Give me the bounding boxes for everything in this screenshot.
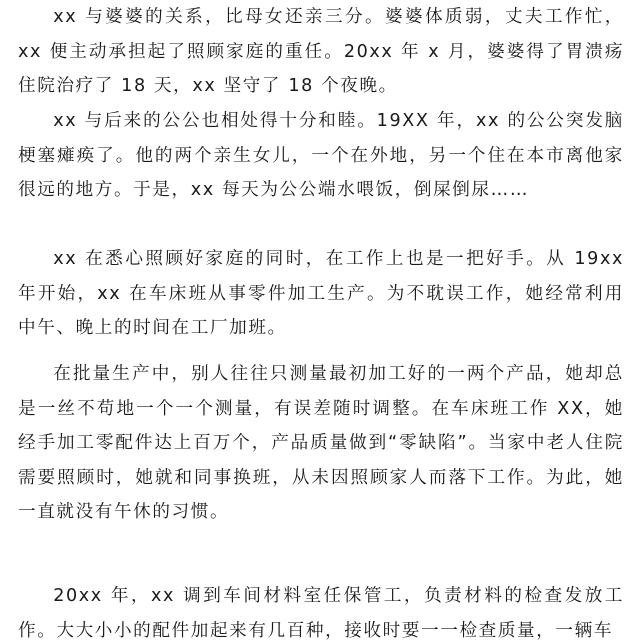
paragraph-batch-production: 在批量生产中，别人往往只测量最初加工好的一两个产品，她却总是一丝不苟地一个一个测量，有误差随时调整。在车床班工作 XX，她经手加工零配件达上百万个，产品质量做到“零缺陷”。当家中老人住院需要照顾时，她就和同事换班，从未因照顾家人而落下工作。为此，她一直就没有午休的习惯。 (18, 364, 624, 522)
paragraph-materials-room: 20xx 年，xx 调到车间材料室任保管工，负责材料的检查发放工作。大大小小的配件加起来有几百种，接收时要一一检查质量，一辆车 (18, 586, 624, 640)
paragraph-mother-in-law: xx 与婆婆的关系，比母女还亲三分。婆婆体质弱，丈夫工作忙，xx 便主动承担起了照顾家庭的重任。20xx 年 x 月，婆婆得了胃溃疡住院治疗了 18 天，xx 坚守了 18 个夜晚。 (18, 7, 624, 96)
paragraph-work-lathe: xx 在悉心照顾好家庭的同时，在工作上也是一把好手。从 19xx 年开始，xx 在车床班从事零件加工生产。为不耽误工作，她经常利用中午、晚上的时间在工厂加班。 (18, 249, 624, 338)
paragraph-father-in-law: xx 与后来的公公也相处得十分和睦。19XX 年，xx 的公公突发脑梗塞瘫痪了。他的两个亲生女儿，一个在外地，另一个住在本市离他家很远的地方。于是，xx 每天为公公端水喂饭，倒屎倒尿…… (18, 111, 624, 200)
